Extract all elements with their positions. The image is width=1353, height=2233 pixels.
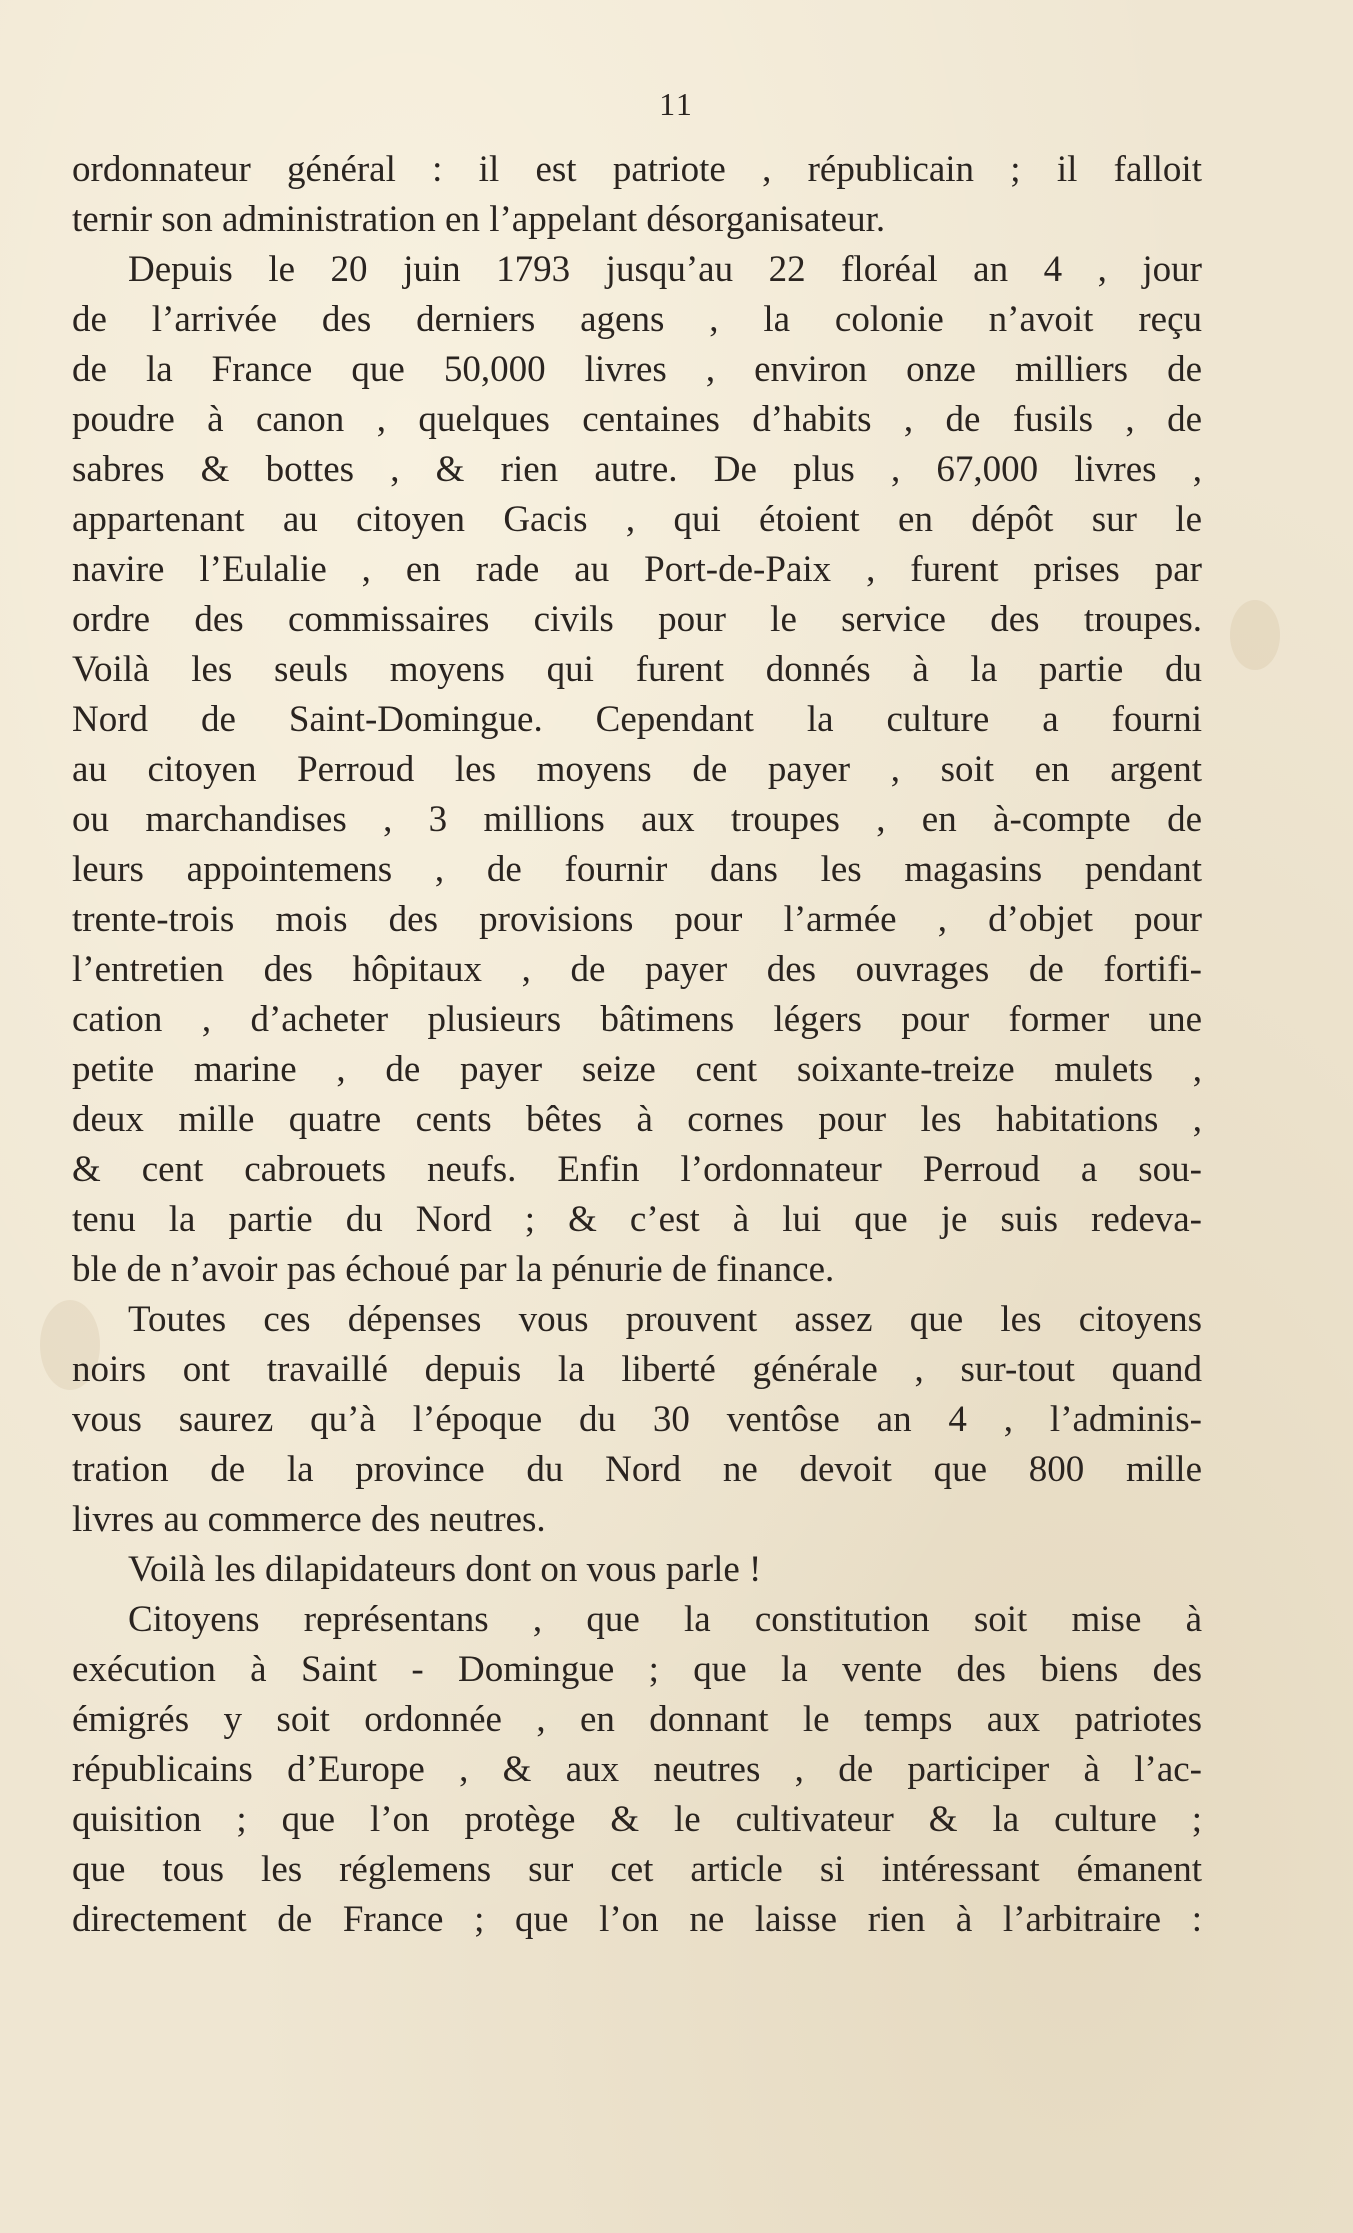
text-line: deux mille quatre cents bêtes à cornes pour les habitations , [72, 1099, 1202, 1140]
page-number: 11 [659, 86, 694, 122]
text-line: ble de n’avoir pas échoué par la pénurie de finance. [72, 1249, 835, 1290]
text-line: émigrés y soit ordonnée , en donnant le temps aux patriotes [72, 1699, 1202, 1740]
text-line: que tous les réglemens sur cet article si intéressant émanent [72, 1849, 1202, 1890]
text-line: Voilà les seuls moyens qui furent donnés à la partie du [72, 649, 1202, 690]
text-line: de la France que 50,000 livres , environ onze milliers de [72, 349, 1202, 390]
text-line: ternir son administration en l’appelant désorganisateur. [72, 199, 886, 240]
text-line: leurs appointemens , de fournir dans les magasins pendant [72, 849, 1202, 890]
text-line: Nord de Saint-Domingue. Cependant la culture a fourni [72, 699, 1202, 740]
text-line: au citoyen Perroud les moyens de payer , soit en argent [72, 749, 1202, 790]
text-line: petite marine , de payer seize cent soixante-treize mulets , [72, 1049, 1202, 1090]
paper-stain [1230, 600, 1280, 670]
text-line: ou marchandises , 3 millions aux troupes , en à-compte de [72, 799, 1202, 840]
text-line: directement de France ; que l’on ne laisse rien à l’arbitraire : [72, 1899, 1202, 1940]
text-line: Voilà les dilapidateurs dont on vous parle ! [128, 1549, 762, 1590]
body-text [72, 145, 1202, 1945]
text-line: tration de la province du Nord ne devoit que 800 mille [72, 1449, 1202, 1490]
text-line: républicains d’Europe , & aux neutres , de participer à l’ac- [72, 1749, 1202, 1790]
text-line: ordonnateur général : il est patriote , républicain ; il falloit [72, 149, 1202, 190]
text-line: navire l’Eulalie , en rade au Port-de-Paix , furent prises par [72, 549, 1202, 590]
text-line: vous saurez qu’à l’époque du 30 ventôse an 4 , l’adminis- [72, 1399, 1202, 1440]
text-line: sabres & bottes , & rien autre. De plus , 67,000 livres , [72, 449, 1202, 490]
text-line: appartenant au citoyen Gacis , qui étoient en dépôt sur le [72, 499, 1202, 540]
text-line: poudre à canon , quelques centaines d’habits , de fusils , de [72, 399, 1202, 440]
text-line: Toutes ces dépenses vous prouvent assez que les citoyens [128, 1299, 1202, 1340]
text-line: & cent cabrouets neufs. Enfin l’ordonnateur Perroud a sou- [72, 1149, 1202, 1190]
text-line: ordre des commissaires civils pour le service des troupes. [72, 599, 1202, 640]
text-line: noirs ont travaillé depuis la liberté générale , sur-tout quand [72, 1349, 1202, 1390]
text-line: Citoyens représentans , que la constitution soit mise à [128, 1599, 1202, 1640]
text-line: Depuis le 20 juin 1793 jusqu’au 22 floréal an 4 , jour [128, 249, 1202, 290]
text-line: de l’arrivée des derniers agens , la colonie n’avoit reçu [72, 299, 1202, 340]
text-line: trente-trois mois des provisions pour l’armée , d’objet pour [72, 899, 1202, 940]
text-line: livres au commerce des neutres. [72, 1499, 546, 1540]
text-line: tenu la partie du Nord ; & c’est à lui que je suis redeva- [72, 1199, 1202, 1240]
text-line: l’entretien des hôpitaux , de payer des ouvrages de fortifi- [72, 949, 1202, 990]
text-line: quisition ; que l’on protège & le cultivateur & la culture ; [72, 1799, 1202, 1840]
text-line: exécution à Saint - Domingue ; que la vente des biens des [72, 1649, 1202, 1690]
text-line: cation , d’acheter plusieurs bâtimens légers pour former une [72, 999, 1202, 1040]
